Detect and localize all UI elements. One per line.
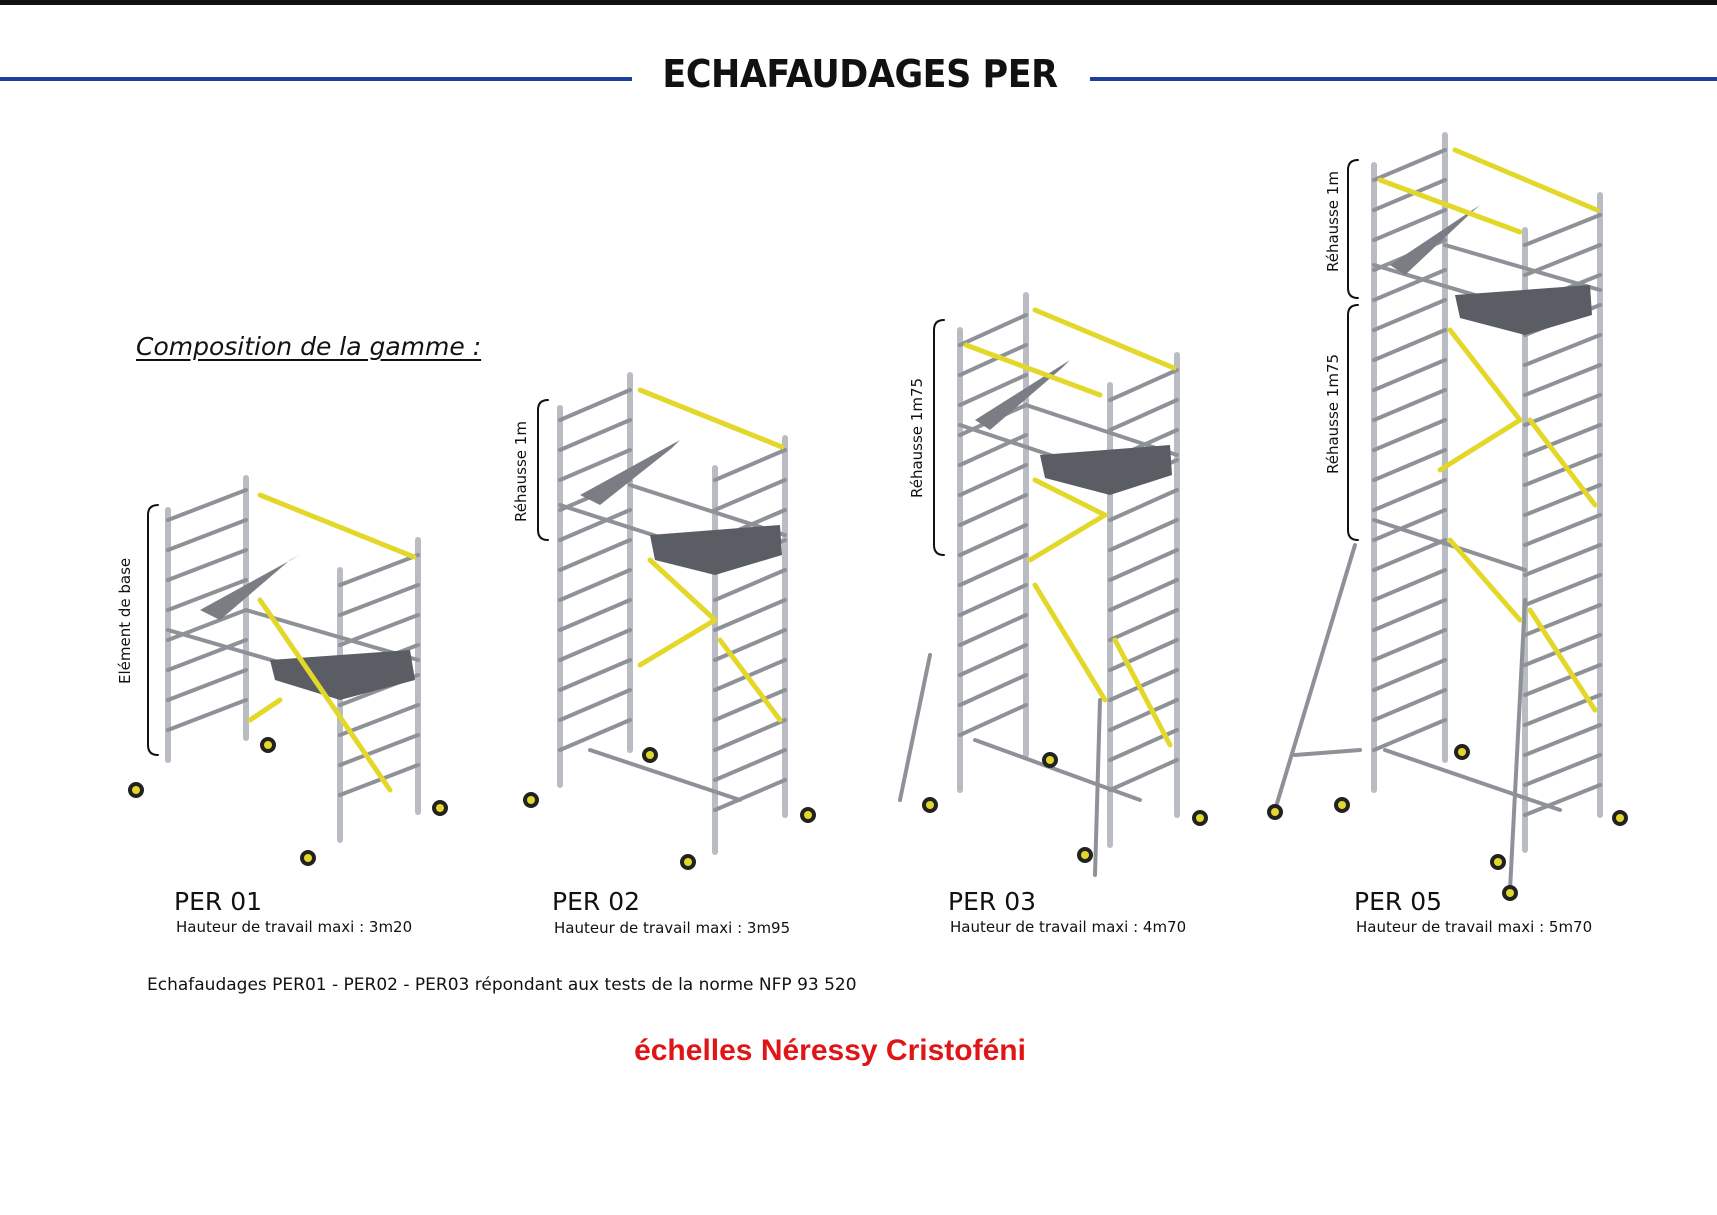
- model-name-per03: PER 03: [948, 887, 1037, 916]
- model-height-per03: Hauteur de travail maxi : 4m70: [950, 918, 1187, 936]
- page-title: ECHAFAUDAGES PER: [662, 52, 1058, 96]
- brand-name: échelles Néressy Cristoféni: [634, 1034, 1026, 1067]
- scaffold-per02-image: [523, 375, 816, 870]
- model-name-per02: PER 02: [552, 887, 641, 916]
- label-base-element: Elément de base: [116, 557, 134, 684]
- label-per05-extension-1m: Réhausse 1m: [1324, 171, 1342, 272]
- model-height-per02: Hauteur de travail maxi : 3m95: [554, 919, 791, 937]
- label-per02-extension: Réhausse 1m: [512, 421, 530, 522]
- scaffold-per05-image: [1267, 135, 1628, 901]
- model-name-per01: PER 01: [174, 887, 263, 916]
- norm-compliance-note: Echafaudages PER01 - PER02 - PER03 répondant aux tests de la norme NFP 93 520: [147, 975, 857, 995]
- label-per05-extension-1m75: Réhausse 1m75: [1324, 353, 1342, 474]
- scaffold-per03-image: [900, 295, 1208, 875]
- scaffold-per01-image: [128, 478, 448, 866]
- label-per03-extension: Réhausse 1m75: [908, 377, 926, 498]
- range-heading: Composition de la gamme :: [136, 332, 482, 361]
- model-height-per01: Hauteur de travail maxi : 3m20: [176, 918, 413, 936]
- model-name-per05: PER 05: [1354, 887, 1443, 916]
- model-height-per05: Hauteur de travail maxi : 5m70: [1356, 918, 1593, 936]
